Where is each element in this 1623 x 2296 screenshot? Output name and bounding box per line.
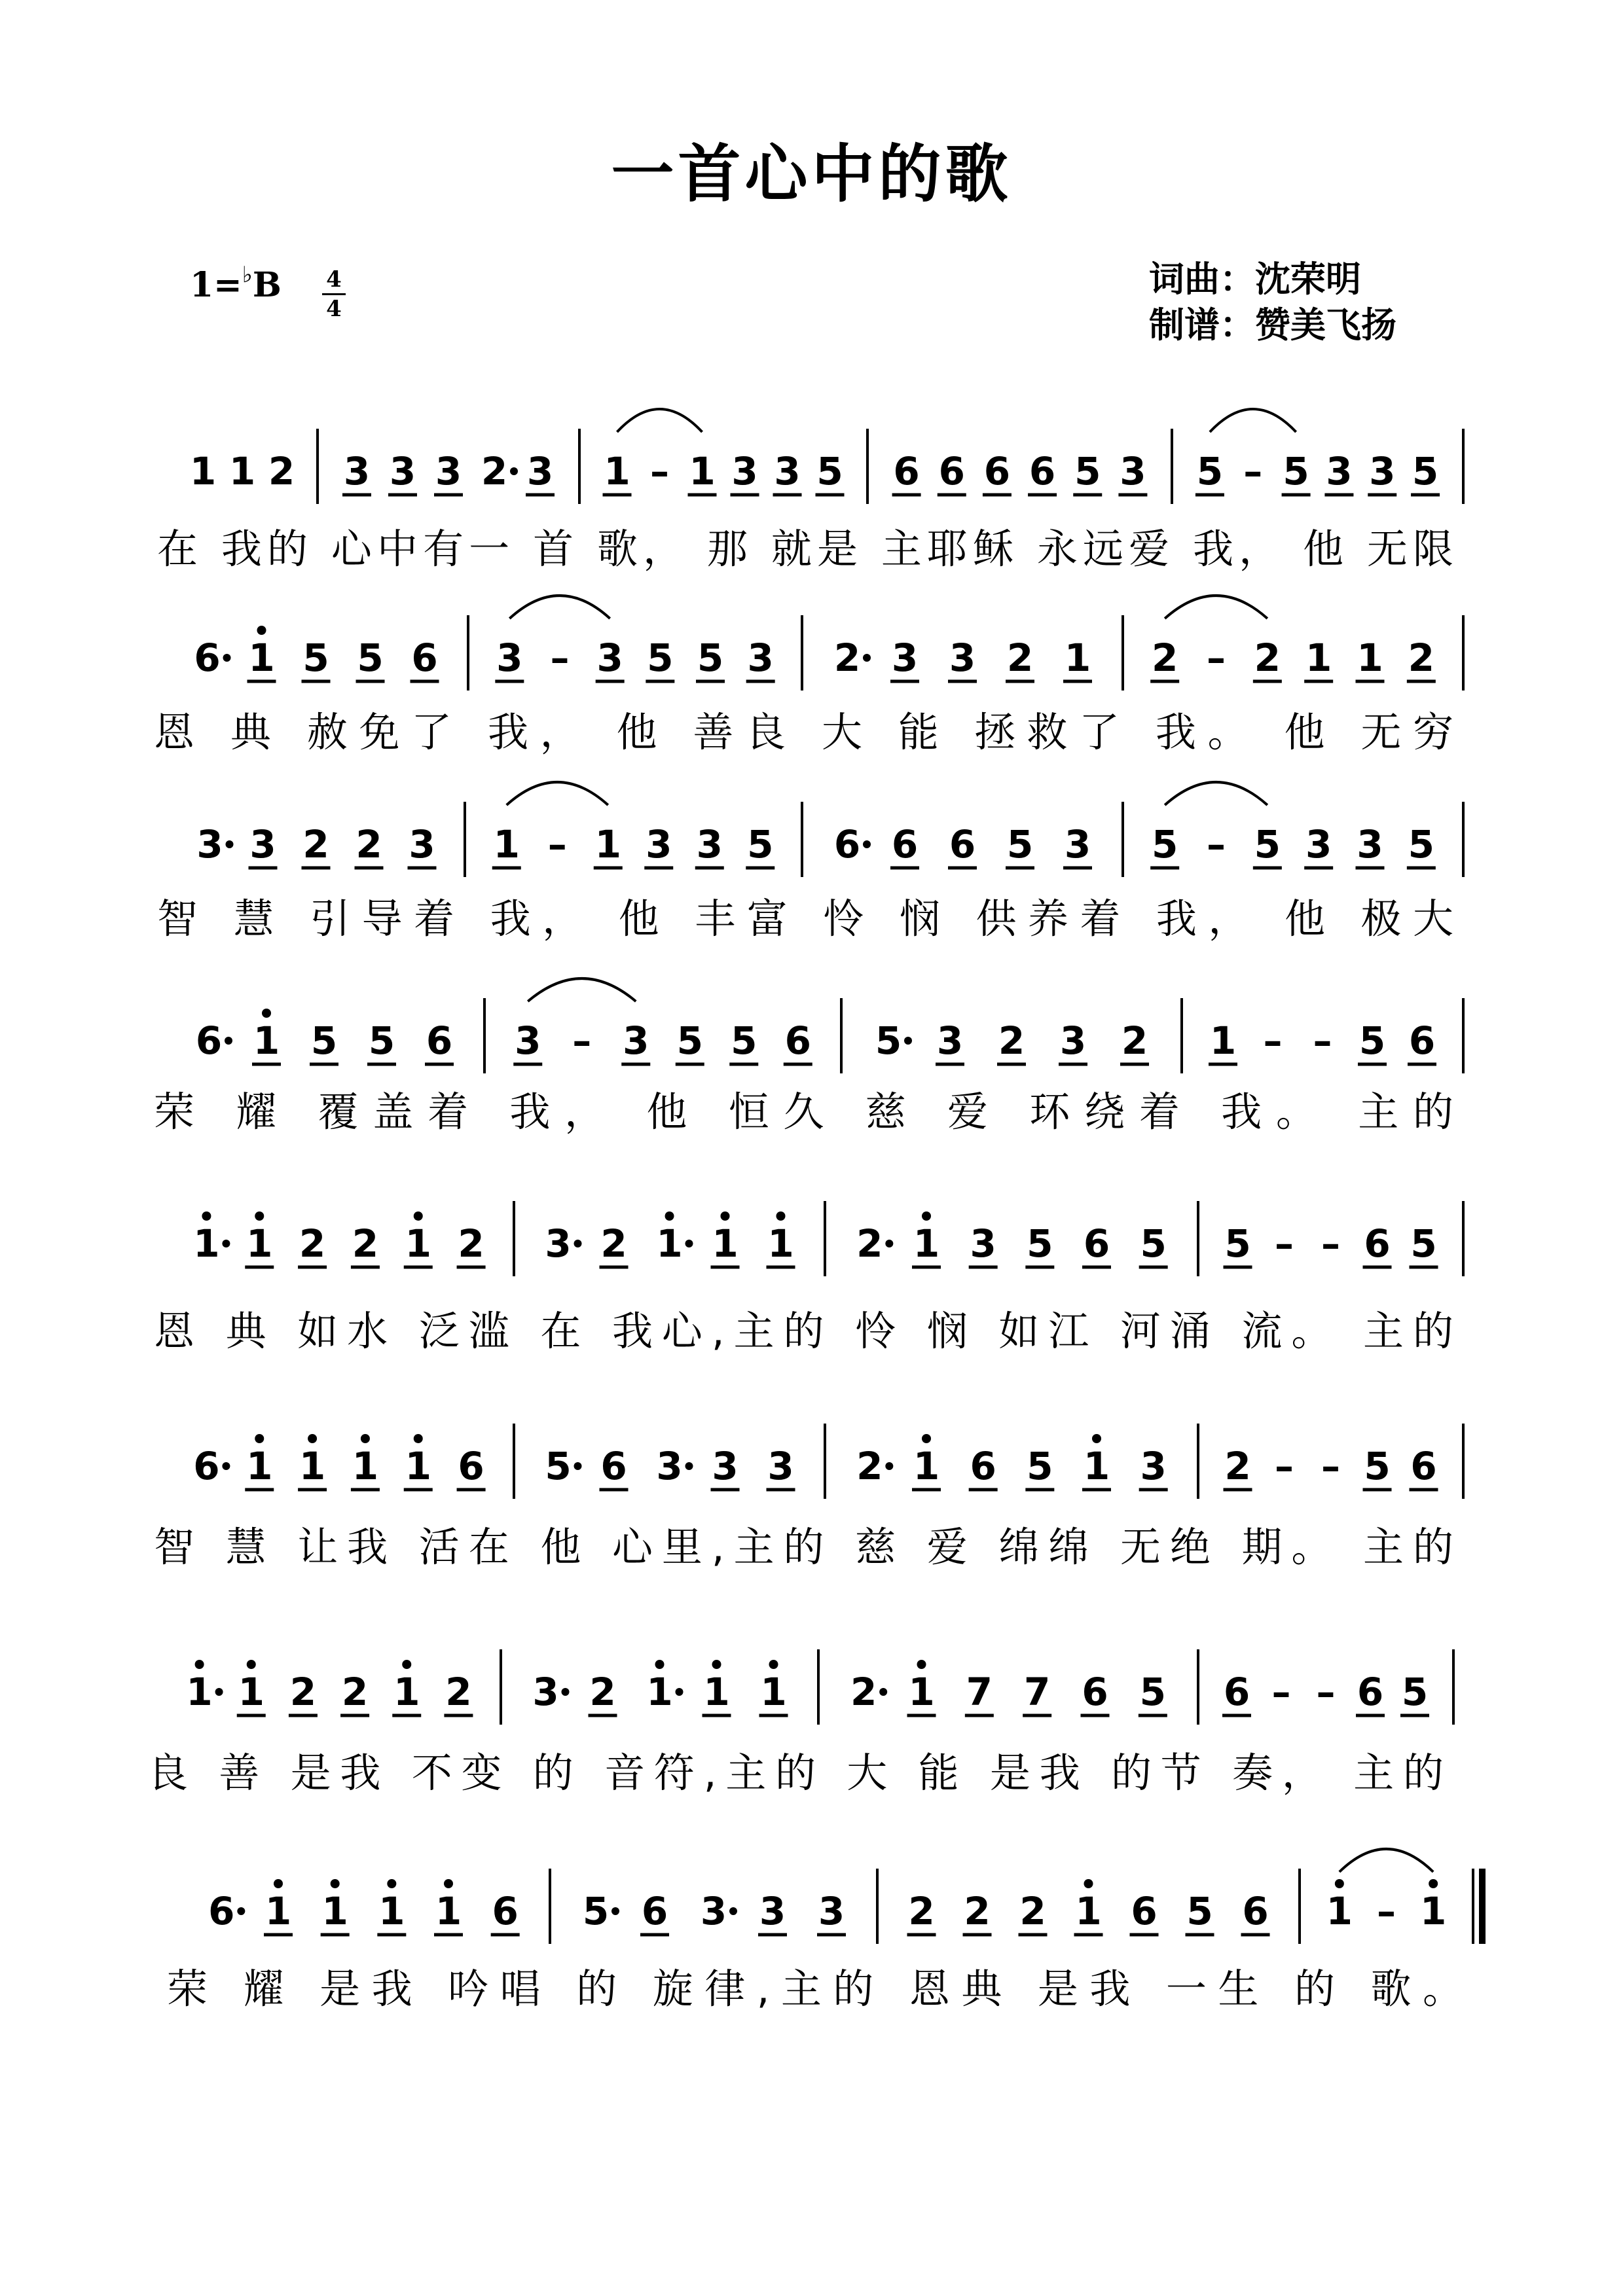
note: 1	[228, 449, 256, 493]
measure	[603, 449, 845, 495]
note: 2	[268, 449, 295, 493]
note: 2	[1121, 1018, 1148, 1063]
note: 6	[1364, 1221, 1391, 1266]
octave-dot	[308, 1434, 317, 1443]
note: 1	[264, 1889, 292, 1933]
note: 3	[1140, 1444, 1167, 1488]
note: 1	[703, 1670, 730, 1714]
note: 1	[656, 1221, 683, 1266]
note: 6	[1242, 1889, 1269, 1933]
note: 6	[891, 822, 919, 867]
note: 3	[970, 1221, 996, 1266]
augmentation-dot	[863, 840, 871, 848]
augmentation-dot	[885, 1462, 893, 1470]
sustain-dash: –	[547, 822, 567, 867]
octave-dot	[1084, 1879, 1093, 1888]
note: 2	[352, 1221, 379, 1266]
measure	[834, 822, 1092, 868]
measure	[193, 1211, 485, 1267]
note: 3	[656, 1444, 683, 1488]
note: 3	[515, 1018, 541, 1063]
note: 1	[493, 822, 520, 867]
note: 3	[343, 449, 371, 493]
octave-dot	[274, 1879, 283, 1888]
measure	[342, 449, 555, 495]
note: 3	[526, 449, 554, 493]
octave-dot	[769, 1660, 778, 1669]
note: 1	[193, 1221, 220, 1266]
note: 5	[310, 1018, 338, 1063]
note: 3	[1326, 449, 1353, 493]
tie-arc	[1210, 409, 1296, 432]
octave-dot	[331, 1879, 340, 1888]
lyrics-line: 智 慧 引导着 我， 他 丰富 怜 悯 供养着 我， 他 极大	[157, 895, 1454, 942]
note: 5	[676, 1018, 703, 1063]
system-1	[157, 409, 1463, 573]
note: 6	[938, 449, 965, 493]
key-prefix: 1=	[190, 265, 242, 305]
octave-dot	[402, 1660, 411, 1669]
augmentation-dot	[510, 467, 518, 475]
measure	[875, 1018, 1149, 1064]
note: 1	[352, 1444, 379, 1488]
sustain-dash: –	[1263, 1018, 1283, 1063]
measure	[856, 1434, 1168, 1490]
note: 3	[1064, 822, 1091, 867]
note: 1	[646, 1670, 673, 1714]
note: 2	[850, 1670, 877, 1714]
note: 6	[641, 1889, 668, 1933]
note: 6	[208, 1889, 235, 1933]
note: 2	[302, 822, 329, 867]
note: 1	[1075, 1889, 1102, 1933]
octave-dot	[721, 1211, 730, 1221]
note: 5	[545, 1444, 572, 1488]
note: 5	[1074, 449, 1101, 493]
note: 2	[964, 1889, 991, 1933]
note: 1	[1419, 1889, 1447, 1933]
note: 2	[1151, 636, 1178, 680]
measure	[208, 1879, 520, 1935]
note: 5	[302, 636, 329, 680]
measure	[1222, 1670, 1429, 1715]
tie-arc	[528, 978, 636, 1001]
note: 5	[1186, 1889, 1213, 1933]
note: 5	[1027, 1444, 1053, 1488]
lyrics-line: 良 善 是我 不变 的 音符,主的 大 能 是我 的节 奏， 主的	[147, 1749, 1444, 1797]
measure	[1224, 1444, 1438, 1490]
tie-arc	[617, 409, 702, 432]
note: 5	[697, 636, 724, 680]
note: 3	[1059, 1018, 1087, 1063]
augmentation-dot	[215, 1688, 223, 1696]
note: 5	[1412, 449, 1439, 493]
note: 1	[405, 1221, 431, 1266]
note: 2	[356, 822, 382, 867]
note: 5	[1027, 1221, 1053, 1266]
measure	[892, 449, 1148, 495]
note: 3	[1369, 449, 1396, 493]
augmentation-dot	[729, 1907, 737, 1915]
octave-dot	[444, 1879, 453, 1888]
octave-dot	[361, 1434, 370, 1443]
augmentation-dot	[863, 654, 871, 662]
system-8	[167, 1849, 1482, 2013]
system-3	[157, 782, 1463, 942]
note: 6	[1082, 1670, 1108, 1714]
note: 3	[774, 449, 801, 493]
system-2	[154, 596, 1463, 756]
flat-sign: ♭	[242, 262, 253, 288]
note: 3	[196, 822, 223, 867]
measure	[1150, 636, 1436, 681]
note: 6	[194, 636, 221, 680]
tie-arc	[507, 782, 608, 805]
lyrics-line: 荣 耀 是我 吟唱 的 旋律,主的 恩典 是我 一生 的 歌。	[167, 1965, 1464, 2013]
note: 3	[696, 822, 723, 867]
note: 5	[1408, 822, 1435, 867]
tie-arc	[1340, 1849, 1433, 1872]
note: 2	[1408, 636, 1435, 680]
note: 3	[731, 449, 758, 493]
octave-dot	[195, 1660, 204, 1669]
octave-dot	[414, 1434, 423, 1443]
measure	[190, 449, 295, 493]
note: 6	[193, 1444, 220, 1488]
measure	[850, 1660, 1167, 1715]
octave-dot	[1092, 1434, 1101, 1443]
measure	[834, 636, 1092, 681]
note: 6	[1408, 1018, 1436, 1063]
measure	[1224, 1221, 1438, 1267]
note: 5	[357, 636, 384, 680]
measure	[545, 1444, 795, 1490]
lyrics-line: 恩 典 赦免了 我， 他 善良 大 能 拯救了 我。 他 无穷	[154, 708, 1453, 756]
time-numerator: 4	[326, 266, 342, 293]
note: 6	[1029, 449, 1056, 493]
measure	[1326, 1879, 1447, 1933]
note: 6	[784, 1018, 811, 1063]
note: 2	[856, 1221, 883, 1266]
augmentation-dot	[685, 1462, 693, 1470]
octave-dot	[665, 1211, 674, 1221]
system-5	[154, 1201, 1463, 1355]
lyrics-line: 荣 耀 覆盖着 我， 他 恒久 慈 爱 环绕着 我。 主的	[154, 1088, 1453, 1136]
augmentation-dot	[904, 1037, 912, 1045]
tie-arc	[1165, 596, 1267, 619]
augmentation-dot	[222, 1462, 230, 1470]
note: 3	[623, 1018, 649, 1063]
note: 3	[759, 1889, 786, 1933]
note: 1	[393, 1670, 420, 1714]
note: 3	[389, 449, 416, 493]
octave-dot	[922, 1211, 931, 1221]
note: 3	[545, 1221, 572, 1266]
tie-arc	[1165, 782, 1267, 805]
augmentation-dot	[885, 1240, 893, 1247]
note: 6	[600, 1444, 627, 1488]
note: 3	[700, 1889, 727, 1933]
note: 2	[289, 1670, 317, 1714]
note: 6	[411, 636, 438, 680]
augmentation-dot	[237, 1907, 245, 1915]
note: 1	[1326, 1889, 1353, 1933]
note: 5	[1359, 1018, 1386, 1063]
note: 3	[936, 1018, 964, 1063]
octave-dot	[414, 1211, 423, 1221]
augmentation-dot	[222, 1240, 230, 1247]
note: 7	[1023, 1670, 1051, 1714]
note: 3	[532, 1670, 559, 1714]
note: 6	[195, 1018, 223, 1063]
note: 3	[818, 1889, 845, 1933]
note: 5	[1224, 1221, 1251, 1266]
note: 6	[1357, 1670, 1384, 1714]
sustain-dash: –	[1275, 1444, 1294, 1488]
note: 2	[908, 1889, 935, 1933]
note: 1	[594, 822, 621, 867]
sustain-dash: –	[1207, 822, 1226, 867]
octave-dot	[247, 1660, 256, 1669]
note: 6	[426, 1018, 453, 1063]
augmentation-dot	[685, 1240, 693, 1247]
note: 6	[970, 1444, 996, 1488]
note: 5	[875, 1018, 902, 1063]
note: 1	[760, 1670, 787, 1714]
octave-dot	[712, 1660, 721, 1669]
note: 5	[1254, 822, 1281, 867]
measure	[193, 1434, 485, 1490]
note: 5	[1139, 1670, 1167, 1714]
measure	[1209, 1018, 1436, 1064]
note: 6	[833, 822, 861, 867]
note: 2	[589, 1670, 616, 1714]
measure	[194, 626, 439, 681]
note: 3	[596, 636, 623, 680]
measure	[907, 1879, 1270, 1935]
note: 3	[1357, 822, 1383, 867]
note: 1	[246, 1444, 273, 1488]
sustain-dash: –	[650, 449, 669, 493]
sustain-dash: –	[550, 636, 570, 680]
note: 1	[189, 449, 217, 493]
note: 2	[998, 1018, 1025, 1063]
measure	[186, 1660, 473, 1715]
note: 2	[481, 449, 508, 493]
note: 1	[604, 449, 630, 493]
note: 6	[492, 1889, 519, 1933]
transcriber: 制谱：赞美飞扬	[1149, 304, 1396, 346]
lyrics-line: 智 慧 让我 活在 他 心里,主的 慈 爱 绵绵 无绝 期。 主的	[154, 1523, 1453, 1571]
octave-dot	[255, 1211, 264, 1221]
sustain-dash: –	[1243, 449, 1263, 493]
note: 3	[891, 636, 919, 680]
measure	[492, 822, 775, 868]
augmentation-dot	[676, 1688, 684, 1696]
note: 6	[1223, 1670, 1250, 1714]
tie-arc	[509, 596, 610, 619]
note: 1	[1209, 1018, 1237, 1063]
sustain-dash: –	[1313, 1018, 1332, 1063]
note: 1	[186, 1670, 213, 1714]
note: 5	[1140, 1221, 1167, 1266]
augmentation-dot	[879, 1688, 887, 1696]
note: 5	[747, 822, 774, 867]
note: 2	[299, 1221, 326, 1266]
note: 6	[458, 1444, 484, 1488]
note: 5	[1364, 1444, 1391, 1488]
note: 5	[1006, 822, 1034, 867]
note: 2	[445, 1670, 472, 1714]
note: 5	[1410, 1221, 1437, 1266]
sustain-dash: –	[1271, 1670, 1291, 1714]
note: 1	[767, 1221, 794, 1266]
octave-dot	[387, 1879, 396, 1888]
note: 3	[646, 822, 672, 867]
note: 3	[949, 636, 976, 680]
note: 1	[913, 1444, 940, 1488]
augmentation-dot	[574, 1240, 582, 1247]
note: 1	[1357, 636, 1383, 680]
note: 2	[1254, 636, 1281, 680]
measure	[532, 1660, 788, 1715]
note: 2	[1224, 1444, 1251, 1488]
augmentation-dot	[562, 1688, 570, 1696]
octave-dot	[202, 1211, 211, 1221]
note: 2	[1006, 636, 1034, 680]
note: 1	[238, 1670, 264, 1714]
augmentation-dot	[223, 654, 231, 662]
note: 1	[246, 1221, 273, 1266]
note: 3	[1120, 449, 1146, 493]
lyrics-line: 在 我的 心中有一 首 歌， 那 就是 主耶稣 永远爱 我， 他 无限	[157, 525, 1453, 573]
note: 6	[1083, 1221, 1110, 1266]
note: 5	[582, 1889, 610, 1933]
note: 3	[1305, 822, 1332, 867]
note: 6	[893, 449, 920, 493]
octave-dot	[255, 1434, 264, 1443]
note: 3	[712, 1444, 739, 1488]
key-note: B	[252, 265, 282, 305]
note: 1	[689, 449, 716, 493]
note: 5	[816, 449, 843, 493]
augmentation-dot	[611, 1907, 619, 1915]
note: 2	[458, 1221, 484, 1266]
measure	[196, 1009, 454, 1064]
note: 6	[1131, 1889, 1158, 1933]
note: 2	[856, 1444, 883, 1488]
octave-dot	[922, 1434, 931, 1443]
lyricist-composer: 词曲：沈荣明	[1149, 259, 1361, 300]
note: 1	[435, 1889, 462, 1933]
octave-dot	[1429, 1879, 1438, 1888]
augmentation-dot	[226, 840, 234, 848]
note: 5	[1151, 822, 1178, 867]
sustain-dash: –	[1321, 1444, 1340, 1488]
note: 1	[378, 1889, 405, 1933]
note: 1	[321, 1889, 348, 1933]
octave-dot	[257, 626, 266, 635]
note: 5	[368, 1018, 395, 1063]
sustain-dash: –	[1377, 1889, 1396, 1933]
note: 2	[600, 1221, 627, 1266]
system-4	[154, 978, 1463, 1136]
page-title: 一首心中的歌	[611, 137, 1012, 211]
note: 5	[1283, 449, 1309, 493]
octave-dot	[655, 1660, 665, 1669]
note: 5	[731, 1018, 757, 1063]
note: 6	[1410, 1444, 1437, 1488]
note: 2	[1019, 1889, 1046, 1933]
note: 6	[949, 822, 976, 867]
time-denominator: 4	[326, 296, 342, 322]
note: 2	[833, 636, 861, 680]
augmentation-dot	[574, 1462, 582, 1470]
augmentation-dot	[225, 1037, 232, 1045]
note: 1	[248, 636, 275, 680]
note: 1	[1305, 636, 1332, 680]
note: 3	[249, 822, 276, 867]
octave-dot	[917, 1660, 926, 1669]
note: 1	[405, 1444, 431, 1488]
note: 1	[1083, 1444, 1110, 1488]
note: 5	[1401, 1670, 1429, 1714]
note: 3	[747, 636, 774, 680]
sustain-dash: –	[1207, 636, 1226, 680]
note: 7	[966, 1670, 993, 1714]
note: 1	[299, 1444, 326, 1488]
sustain-dash: –	[1275, 1221, 1294, 1266]
measure	[856, 1211, 1168, 1267]
note: 1	[908, 1670, 935, 1714]
measure	[583, 1889, 846, 1935]
note: 1	[1064, 636, 1091, 680]
note: 3	[409, 822, 435, 867]
note: 3	[435, 449, 462, 493]
system-6	[154, 1424, 1463, 1571]
note: 1	[913, 1221, 940, 1266]
note: 5	[1196, 449, 1224, 493]
sustain-dash: –	[572, 1018, 592, 1063]
note: 3	[496, 636, 523, 680]
measure	[545, 1211, 795, 1267]
note: 5	[647, 636, 674, 680]
octave-dot	[1335, 1879, 1344, 1888]
octave-dot	[262, 1009, 271, 1018]
measure	[495, 636, 775, 681]
lyrics-line: 恩 典 如水 泛滥 在 我心,主的 怜 悯 如江 河涌 流。 主的	[154, 1307, 1453, 1355]
note: 1	[253, 1018, 280, 1063]
measure	[1150, 822, 1436, 868]
note: 2	[341, 1670, 369, 1714]
measure	[1195, 449, 1440, 495]
measure	[196, 822, 436, 868]
octave-dot	[776, 1211, 786, 1221]
measure	[513, 1018, 812, 1064]
sustain-dash: –	[1321, 1221, 1340, 1266]
sustain-dash: –	[1316, 1670, 1336, 1714]
system-7	[147, 1649, 1453, 1797]
note: 1	[712, 1221, 739, 1266]
note: 3	[767, 1444, 794, 1488]
note: 6	[983, 449, 1011, 493]
